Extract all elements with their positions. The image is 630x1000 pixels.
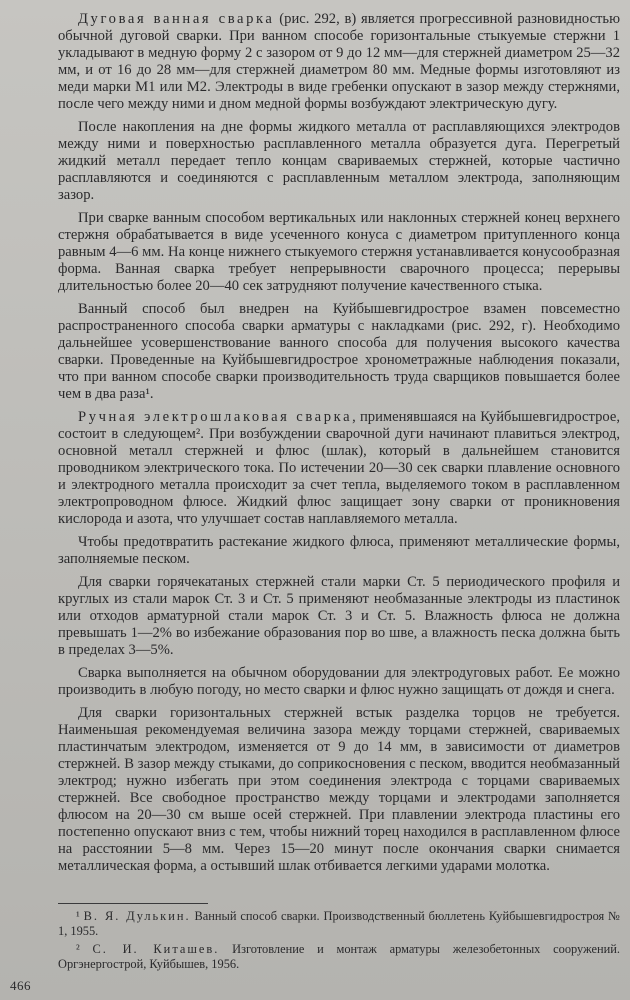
paragraph-9	[58, 705, 620, 875]
paragraph-3-text: При сварке ванным способом вертикальных или наклонных стержней конец верхнего стержня обрабатывается в виде усеченного конуса с диаметром притупленного конца равным 4—6 мм. На конце нижнего стыкуемого стержня устанавливается конусообразная форма. Ванная сварка требует непрерывности сварочного процесса; перерывы длительностью более 20—40 сек затрудняют получение качественного стыка.	[58, 210, 620, 294]
paragraph-5	[58, 409, 620, 528]
footnote-2-author: С. И. Киташев.	[92, 942, 220, 956]
paragraph-4	[58, 301, 620, 403]
page-number: 466	[10, 978, 31, 993]
paragraph-9-text: Для сварки горизонтальных стержней встык разделка торцов не требуется. Наименьшая рекомендуемая величина зазора между торцами стержней, свариваемых пластинчатым электродом, изменяется от 9 до 14 мм, в зависимости от диаметров стержней. В зазор между стыками, до соприкосновения с песком, вводится необмазанный электрод; нужно избегать при этом соединения электрода с торцами свариваемых стержней. Все свободное пространство между торцами и электродами заполняется флюсом на 20—30 см выше осей стержней. При плавлении электрода пластины его постепенно опускают вниз с тем, чтобы нижний торец находился в расплавленном флюсе на расстоянии 5—8 мм. Через 15—20 минут после окончания сварки снимается металлическая форма, а остывший шлак отбивается легкими ударами молотка.	[58, 705, 620, 874]
paragraph-7-text: Для сварки горячекатаных стержней стали марки Ст. 5 периодического профиля и круглых из стали марок Ст. 3 и Ст. 5 применяют необмазанные электроды из пластинок или отходов арматурной стали марок Ст. 3 и Ст. 5. Влажность флюса не должна превышать 1—2% во избежание образования пор во шве, а влажность песка должна быть в пределах 3—5%.	[58, 574, 620, 658]
footnote-1-text: Ванный способ сварки. Производственный бюллетень Куйбышевгидростроя № 1, 1955.	[58, 909, 620, 938]
footnote-1-author: В. Я. Дулькин.	[83, 909, 191, 923]
paragraph-1-lead: Дуговая ванная сварка	[78, 11, 275, 27]
paragraph-6	[58, 534, 620, 568]
footnote-2-marker: ²	[76, 942, 80, 956]
body-text	[58, 11, 620, 881]
paragraph-8	[58, 665, 620, 699]
footnote-2	[58, 942, 620, 972]
footnote-divider	[58, 903, 208, 904]
footnote-2-text: Изготовление и монтаж арматуры железобетонных сооружений. Оргэнергострой, Куйбышев, 1956.	[58, 942, 620, 971]
paragraph-5-lead: Ручная электрошлаковая сварка	[78, 409, 353, 425]
paragraph-2	[58, 119, 620, 204]
footnote-1	[58, 909, 620, 939]
paragraph-8-text: Сварка выполняется на обычном оборудовании для электродуговых работ. Ее можно производить в любую погоду, но место сварки и флюс нужно защищать от дождя и снега.	[58, 665, 620, 698]
paragraph-1	[58, 11, 620, 113]
paragraph-3	[58, 210, 620, 295]
paragraph-2-text: После накопления на дне формы жидкого металла от расплавляющихся электродов между ними и поверхностью расплавленного металла образуется дуга. Перегретый жидкий металл передает тепло концам свариваемых стержней, которые частично расплавляются и соединяются с расплавленным металлом электрода, заполняющим зазор.	[58, 119, 620, 203]
paragraph-7	[58, 574, 620, 659]
paragraph-4-text: Ванный способ был внедрен на Куйбышевгидрострое взамен повсеместно распространенного способа сварки арматуры с накладками (рис. 292, г). Необходимо дальнейшее усовершенствование ванного способа для получения высокого качества сварки. Проведенные на Куйбышевгидрострое хронометражные наблюдения показали, что при ванном способе сварки производительность труда сварщиков повышается более чем в два раза¹.	[58, 301, 620, 402]
footnote-1-marker: ¹	[76, 909, 80, 923]
footnotes	[58, 903, 620, 975]
paragraph-6-text: Чтобы предотвратить растекание жидкого флюса, применяют металлические формы, заполняемые песком.	[58, 534, 620, 567]
paragraph-5-text: , применявшаяся на Куйбышевгидрострое, состоит в следующем². При возбуждении сварочной дуги начинают плавиться электрод, основной металл стержней и флюс (шлак), который в дальнейшем становится проводником электрического тока. По истечении 20—30 сек сварки плавление основного и электродного металла происходит за счет тепла, выделяемого током в расплавленном электропроводном флюсе. Жидкий флюс защищает зону сварки от проникновения кислорода и азота, что улучшает состав наплавляемого металла.	[58, 409, 620, 527]
paragraph-1-text: (рис. 292, в) является прогрессивной разновидностью обычной дуговой сварки. При ванном способе горизонтальные стыкуемые стержни 1 укладывают в медную форму 2 с зазором от 9 до 12 мм—для стержней диаметром 25—32 мм, и от 16 до 28 мм—для стержней диаметром 80 мм. Медные формы изготовляют из меди марки М1 или М2. Электроды в виде гребенки опускают в зазор между стержнями, после чего между ними и дном медной формы возбуждают электрическую дугу.	[58, 11, 620, 112]
